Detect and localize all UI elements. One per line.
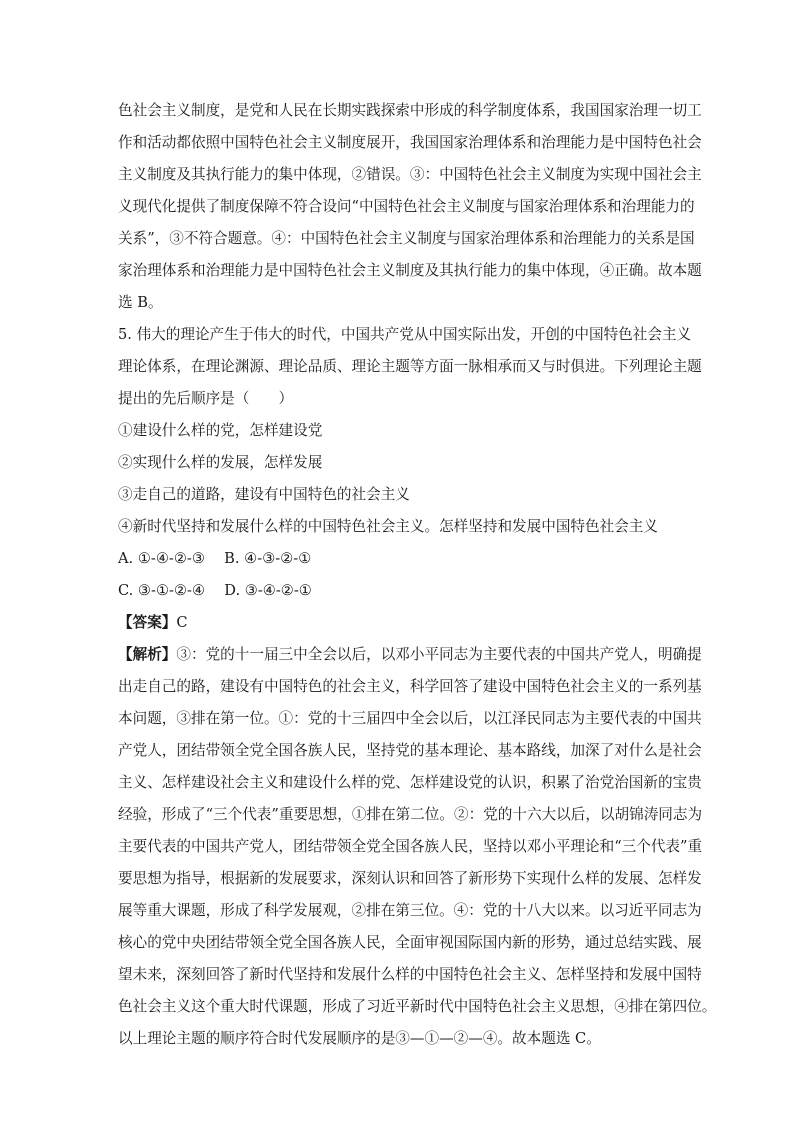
analysis-line: 主要代表的中国共产党人，团结带领全党全国各族人民，坚持以邓小平理论和“三个代表”重 [118,838,703,855]
paragraph-line: 色社会主义制度，是党和人民在长期实践探索中形成的科学制度体系，我国国家治理一切工 [118,102,702,119]
options-row: A. ①-④-②-③ B. ④-③-②-① [118,550,312,567]
analysis-line: 经验，形成了“三个代表”重要思想，①排在第二位。②：党的十六大以后，以胡锦涛同志为 [118,806,703,823]
analysis-text: ③：党的十一届三中全会以后，以邓小平同志为主要代表的中国共产党人，明确提 [176,646,702,663]
analysis-line: 产党人，团结带领全党全国各族人民，坚持党的基本理论、基本路线，加深了对什么是社会 [118,742,702,759]
analysis-line: 本问题，③排在第一位。①：党的十三届四中全会以后，以江泽民同志为主要代表的中国共 [118,710,702,727]
question-item: ④新时代坚持和发展什么样的中国特色社会主义。怎样坚持和发展中国特色社会主义 [118,518,658,535]
question-stem-line: 5. 伟大的理论产生于伟大的时代，中国共产党从中国实际出发，开创的中国特色社会主义 [118,326,692,343]
analysis-line: 核心的党中央团结带领全党全国各族人民，全面审视国际国内新的形势，通过总结实践、展 [118,934,702,951]
paragraph-line: 选 B。 [118,294,163,311]
answer-label: 【答案】 [118,614,177,631]
analysis-line: 出走自己的路，建设有中国特色的社会主义，科学回答了建设中国特色社会主义的一系列基 [118,678,702,695]
analysis-line: 主义、怎样建设社会主义和建设什么样的党、怎样建设党的认识，积累了治党治国新的宝贵 [118,774,702,791]
question-item: ②实现什么样的发展，怎样发展 [118,454,323,471]
paragraph-line: 作和活动都依照中国特色社会主义制度展开，我国国家治理体系和治理能力是中国特色社会 [118,134,702,151]
answer-value: C [176,614,188,631]
options-row: C. ③-①-②-④ D. ③-④-②-① [118,582,312,599]
paragraph-line: 义现代化提供了制度保障不符合设问“中国特色社会主义制度与国家治理体系和治理能力的 [118,198,695,215]
analysis-line: 色社会主义这个重大时代课题，形成了习近平新时代中国特色社会主义思想，④排在第四位。 [118,998,717,1015]
analysis-line: 以上理论主题的顺序符合时代发展顺序的是③—①—②—④。故本题选 C。 [118,1030,601,1047]
answer-line [118,613,188,633]
analysis-first-line [118,645,702,665]
question-stem-line: 理论体系，在理论渊源、理论品质、理论主题等方面一脉相承而又与时俱进。下列理论主题 [118,358,702,375]
paragraph-line: 家治理体系和治理能力是中国特色社会主义制度及其执行能力的集中体现，④正确。故本题 [118,262,702,279]
analysis-line: 要思想为指导，根据新的发展要求，深刻认识和回答了新形势下实现什么样的发展、怎样发 [118,870,702,887]
question-stem-line: 提出的先后顺序是（ ） [118,390,294,407]
analysis-line: 展等重大课题，形成了科学发展观，②排在第三位。④：党的十八大以来。以习近平同志为 [118,902,702,919]
analysis-line: 望未来，深刻回答了新时代坚持和发展什么样的中国特色社会主义、怎样坚持和发展中国特 [118,966,702,983]
question-item: ①建设什么样的党，怎样建设党 [118,422,323,439]
question-item: ③走自己的道路，建设有中国特色的社会主义 [118,486,410,503]
paragraph-line: 关系”，③不符合题意。④：中国特色社会主义制度与国家治理体系和治理能力的关系是国 [118,230,695,247]
analysis-label: 【解析】 [118,646,177,663]
paragraph-line: 主义制度及其执行能力的集中体现，②错误。③：中国特色社会主义制度为实现中国社会主 [118,166,702,183]
